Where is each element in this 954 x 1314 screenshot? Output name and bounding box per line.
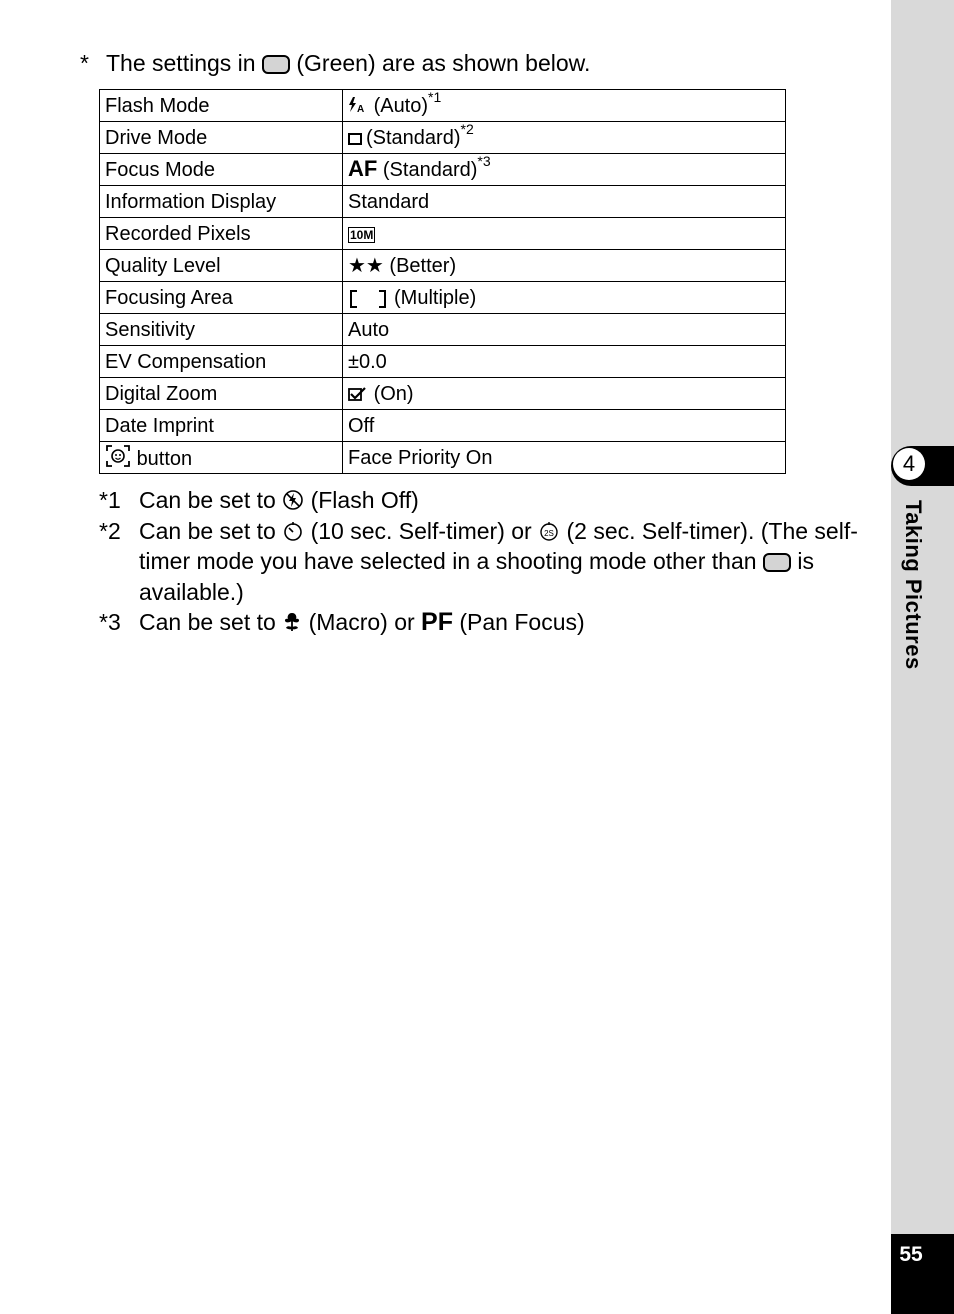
self-timer-icon	[282, 520, 304, 542]
table-row	[100, 282, 786, 314]
row-label: Flash Mode	[100, 90, 343, 122]
footnote-text: (Macro) or	[308, 609, 415, 635]
focusing-area-value: (Multiple)	[394, 286, 477, 309]
intro-line	[80, 50, 590, 77]
face-detect-icon	[105, 444, 131, 468]
footnote-mark: *2	[99, 517, 121, 544]
row-value: ±0.0	[343, 346, 786, 378]
row-label: Digital Zoom	[100, 378, 343, 410]
footnote-ref: *2	[460, 120, 474, 137]
footnotes	[99, 485, 879, 638]
footnote-2	[99, 516, 879, 608]
intro-text-before: The settings in	[105, 50, 256, 76]
row-value: Face Priority On	[343, 442, 786, 474]
focus-mode-value: (Standard)	[382, 159, 478, 181]
row-label: EV Compensation	[100, 346, 343, 378]
row-value: Standard	[343, 186, 786, 218]
footnote-mark: *1	[99, 487, 121, 513]
footnote-text: (Flash Off)	[310, 487, 419, 513]
table-row	[100, 442, 786, 474]
footnote-text: Can be set to	[139, 487, 276, 513]
10m-icon: 10M	[350, 227, 374, 242]
drive-mode-value: (Standard)	[366, 126, 461, 149]
flash-mode-value: (Auto)	[373, 94, 429, 117]
settings-table	[99, 89, 786, 474]
row-value: Off	[343, 410, 786, 442]
green-mode-icon	[763, 553, 791, 572]
chapter-title: Taking Pictures	[901, 500, 926, 670]
footnote-1	[99, 485, 879, 516]
footnote-text: (2 sec. Self-timer). (The self-timer mode you have selected in a shooting mode other than	[139, 517, 858, 574]
table-row	[100, 154, 786, 186]
row-label: Quality Level	[100, 250, 343, 282]
footnote-text: Can be set to	[139, 517, 276, 544]
footnote-text: (10 sec. Self-timer) or	[310, 517, 532, 544]
table-row	[100, 122, 786, 154]
row-value	[343, 218, 786, 250]
footnote-3	[99, 607, 879, 638]
checkbox-checked-icon	[348, 386, 368, 402]
table-row	[100, 218, 786, 250]
table-row	[100, 346, 786, 378]
row-value	[343, 378, 786, 410]
row-value: Auto	[343, 314, 786, 346]
row-value	[343, 282, 786, 314]
svg-text:A: A	[357, 103, 365, 114]
row-label: Focus Mode	[100, 154, 343, 186]
table-row	[100, 90, 786, 122]
drive-standard-icon	[348, 133, 362, 145]
multiple-af-bracket-icon	[348, 290, 388, 306]
table-row	[100, 378, 786, 410]
intro-text-after: (Green) are as shown below.	[296, 50, 591, 76]
table-row	[100, 186, 786, 218]
footnote-mark: *3	[99, 609, 121, 635]
row-label: Recorded Pixels	[100, 218, 343, 250]
row-label	[100, 442, 343, 474]
pan-focus-icon: PF	[421, 608, 453, 636]
footnote-text: (Pan Focus)	[459, 609, 585, 635]
table-row	[100, 250, 786, 282]
table-row	[100, 314, 786, 346]
row-label: Date Imprint	[100, 410, 343, 442]
row-label: Focusing Area	[100, 282, 343, 314]
row-value	[343, 250, 786, 282]
af-icon: AF	[348, 156, 378, 181]
flash-off-icon	[282, 489, 304, 511]
digital-zoom-value: (On)	[373, 382, 414, 405]
footnote-ref: *1	[428, 88, 442, 105]
row-label: Sensitivity	[100, 314, 343, 346]
table-row	[100, 410, 786, 442]
two-sec-timer-icon	[538, 520, 560, 542]
row-value	[343, 90, 786, 122]
row-value	[343, 154, 786, 186]
footnote-ref: *3	[477, 153, 491, 170]
row-value	[343, 122, 786, 154]
chapter-number: 4	[893, 448, 925, 480]
two-stars-icon: ★★	[348, 254, 384, 277]
svg-text:2S: 2S	[544, 528, 554, 538]
row-label: Information Display	[100, 186, 343, 218]
footnote-text: Can be set to	[139, 609, 276, 635]
flash-auto-icon	[348, 96, 368, 114]
face-button-label: button	[136, 447, 193, 470]
macro-flower-icon	[282, 611, 302, 633]
green-mode-icon	[262, 55, 290, 74]
intro-asterisk: *	[80, 50, 89, 76]
chapter-tab	[891, 446, 954, 486]
row-label: Drive Mode	[100, 122, 343, 154]
footnote-text: is available.)	[139, 548, 814, 605]
page-number: 55	[899, 1243, 923, 1266]
quality-level-value: (Better)	[389, 254, 457, 277]
